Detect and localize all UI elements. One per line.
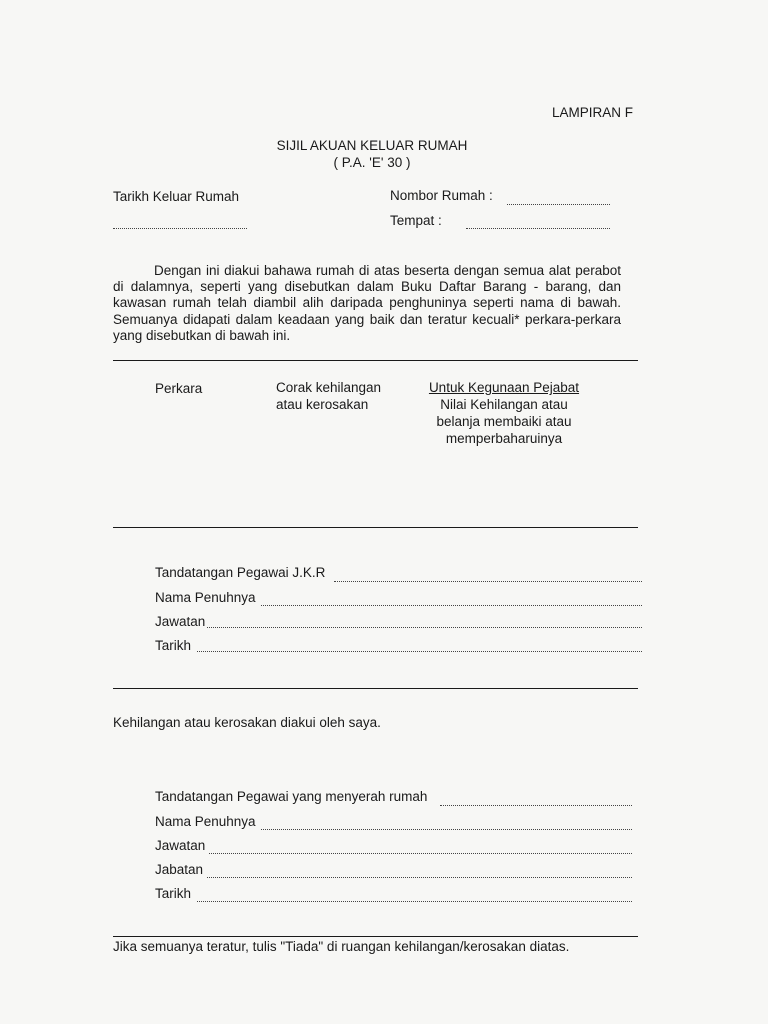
handover-date-field[interactable]	[197, 901, 632, 902]
jkr-position-field[interactable]	[207, 627, 642, 628]
handover-position-label: Jawatan	[155, 838, 206, 853]
handover-department-label: Jabatan	[155, 862, 204, 877]
col-corak-line1: Corak kehilangan	[276, 380, 382, 395]
handover-signature-field[interactable]	[440, 805, 632, 806]
divider-bottom	[113, 936, 638, 937]
col-pejabat-header: Untuk Kegunaan Pejabat	[428, 380, 580, 395]
jkr-date-field[interactable]	[197, 651, 642, 652]
acknowledgement-text: Kehilangan atau kerosakan diakui oleh saya.	[113, 715, 381, 730]
handover-name-field[interactable]	[261, 829, 632, 830]
tempat-field[interactable]	[466, 228, 610, 229]
form-code: ( P.A. 'E' 30 )	[333, 155, 411, 170]
tarikh-keluar-field[interactable]	[113, 228, 247, 229]
col-perkara: Perkara	[155, 381, 203, 396]
col-pejabat	[408, 379, 600, 447]
jkr-date-label: Tarikh	[155, 638, 192, 653]
tempat-label: Tempat :	[390, 213, 442, 228]
nombor-rumah-field[interactable]	[507, 204, 610, 205]
jkr-name-field[interactable]	[261, 605, 642, 606]
nombor-rumah-label: Nombor Rumah :	[390, 188, 493, 203]
handover-signature-label: Tandatangan Pegawai yang menyerah rumah	[155, 789, 428, 804]
tarikh-keluar-label: Tarikh Keluar Rumah	[113, 189, 240, 204]
divider-top	[113, 360, 638, 361]
jkr-position-label: Jawatan	[155, 614, 206, 629]
col-pejabat-line3: memperbaharuinya	[445, 431, 563, 446]
form-title: SIJIL AKUAN KELUAR RUMAH	[276, 138, 468, 153]
jkr-name-label: Nama Penuhnya	[155, 590, 256, 605]
col-pejabat-line1: Nilai Kehilangan atau	[440, 397, 568, 412]
declaration-paragraph	[113, 263, 621, 344]
divider-middle	[113, 688, 638, 689]
jkr-signature-label: Tandatangan Pegawai J.K.R	[155, 565, 326, 580]
handover-name-label: Nama Penuhnya	[155, 814, 256, 829]
declaration-text: Dengan ini diakui bahawa rumah di atas beserta dengan semua alat perabot di dalamnya, seperti yang disebutkan dalam Buku Daftar Barang - barang, dan kawasan rumah telah diambil alih daripada penghuninya seperti nama di bawah. Semuanya didapati dalam keadaan yang baik dan teratur kecuali* perkara-perkara yang disebutkan di bawah ini.	[113, 263, 621, 343]
lampiran-label: LAMPIRAN F	[552, 105, 634, 120]
handover-position-field[interactable]	[209, 853, 632, 854]
handover-department-field[interactable]	[207, 877, 632, 878]
col-corak	[276, 379, 381, 413]
col-corak-line2: atau kerosakan	[276, 397, 369, 412]
footnote-text: Jika semuanya teratur, tulis "Tiada" di ruangan kehilangan/kerosakan diatas.	[113, 939, 570, 954]
handover-date-label: Tarikh	[155, 886, 192, 901]
divider-table-bottom	[113, 527, 638, 528]
jkr-signature-field[interactable]	[334, 581, 642, 582]
col-pejabat-line2: belanja membaiki atau	[436, 414, 572, 429]
